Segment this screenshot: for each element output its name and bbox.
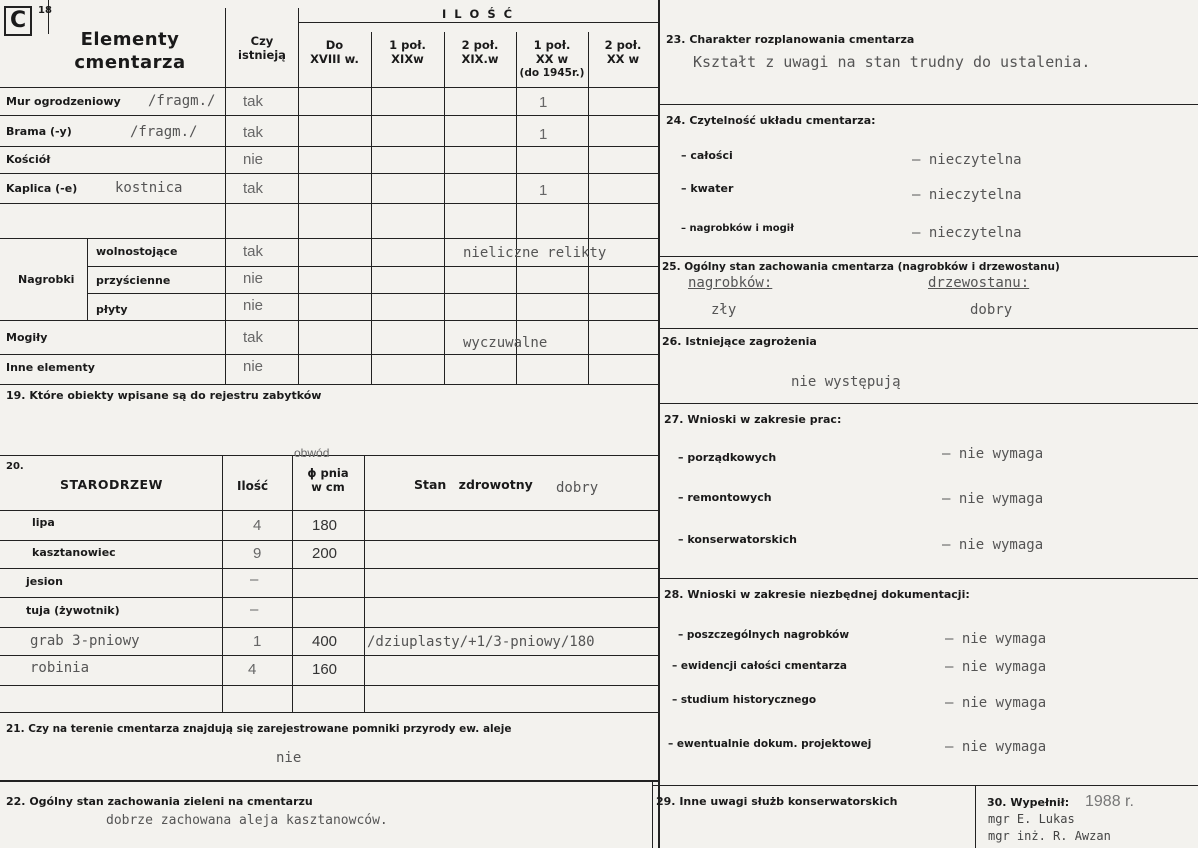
nagrobki-row-exists: nie — [243, 297, 264, 314]
q28-label: 28. Wnioski w zakresie niezbędnej dokumentacji: — [664, 588, 970, 601]
tree-diam: 180 — [312, 517, 338, 534]
nagrobki-note: nieliczne relikty — [463, 245, 607, 261]
grid-line — [364, 455, 365, 712]
q25-label: 25. Ogólny stan zachowania cmentarza (nagrobków i drzewostanu) — [662, 261, 1060, 273]
q28-item-value: – nie wymaga — [945, 739, 1047, 755]
q23-answer: Kształt z uwagi na stan trudny do ustalenia. — [693, 53, 1091, 71]
q28-item-label: – poszczególnych nagrobków — [678, 629, 850, 641]
q23-label: 23. Charakter rozplanowania cmentarza — [666, 33, 915, 46]
tree-name: grab 3-pniowy — [30, 633, 140, 649]
period-line: XX w — [535, 52, 569, 67]
row-label-wall: Mur ogrodzeniowy — [6, 95, 121, 108]
grid-line — [658, 578, 1198, 579]
q20-col-diam-line: w cm — [311, 480, 345, 495]
grid-line — [0, 712, 658, 713]
q28-item-label: – ewentualnie dokum. projektowej — [668, 738, 872, 750]
q27-label: 27. Wnioski w zakresie prac: — [664, 413, 842, 426]
form-number: 18 — [38, 5, 52, 16]
q28-item-value: – nie wymaga — [945, 631, 1047, 647]
row-count-gate: 1 — [539, 126, 548, 143]
grid-line — [0, 510, 658, 511]
col-header-period — [588, 38, 658, 67]
period-line: 1 poł. — [389, 38, 426, 52]
row-note-wall: /fragm./ — [148, 93, 216, 109]
q25-col1: nagrobków: — [688, 275, 773, 291]
tree-diam: 200 — [312, 545, 338, 562]
grid-line — [0, 655, 658, 656]
q25-col2: drzewostanu: — [928, 275, 1030, 291]
tree-name: robinia — [30, 660, 90, 676]
q26-label: 26. Istniejące zagrożenia — [662, 335, 817, 348]
col-header-period — [371, 38, 444, 67]
tree-name: jesion — [26, 575, 63, 588]
q28-item-label: – studium historycznego — [672, 694, 817, 706]
nagrobki-row-label: przyścienne — [96, 274, 171, 287]
row-exists-chapel: tak — [243, 180, 264, 197]
inne-label: Inne elementy — [6, 361, 95, 374]
col-header-period — [444, 38, 516, 67]
mogily-label: Mogiły — [6, 331, 48, 344]
row-label-church: Kościół — [6, 153, 51, 166]
grid-line — [652, 785, 1198, 786]
q22-label: 22. Ogólny stan zachowania zieleni na cmentarzu — [6, 795, 313, 808]
row-exists-church: nie — [243, 151, 264, 168]
period-line: XIX.w — [461, 52, 499, 67]
q30-label: 30. Wypełnił: — [987, 796, 1070, 809]
q20-col-qty: Ilość — [237, 479, 269, 493]
q24-item-label: – całości — [681, 149, 733, 162]
period-line: XIXw — [391, 52, 424, 67]
grid-line — [222, 455, 223, 712]
nagrobki-row-exists: nie — [243, 270, 264, 287]
q21-answer: nie — [276, 750, 302, 766]
column-divider-secondary — [652, 780, 653, 848]
grid-line — [0, 115, 658, 116]
row-label-gate: Brama (-y) — [6, 125, 72, 138]
tree-name: kasztanowiec — [32, 546, 116, 559]
tree-name: tuja (żywotnik) — [26, 604, 120, 617]
q20-col-diam-note: obwód — [294, 446, 330, 460]
grid-line — [0, 238, 658, 239]
period-line: 2 poł. — [461, 38, 499, 52]
q21-label: 21. Czy na terenie cmentarza znajdują się zarejestrowane pomniki przyrody ew. aleje — [6, 723, 512, 735]
grid-line — [371, 32, 372, 385]
row-note-chapel: kostnica — [115, 180, 183, 196]
mogily-exists: tak — [243, 329, 264, 346]
grid-line — [0, 203, 658, 204]
grid-line — [0, 354, 658, 355]
q24-item-label: – kwater — [681, 182, 734, 195]
q30-name: mgr inż. R. Awzan — [988, 829, 1111, 843]
col-header-exists — [226, 34, 298, 63]
mogily-note: wyczuwalne — [463, 335, 548, 351]
grid-line — [658, 328, 1198, 329]
q24-label: 24. Czytelność układu cmentarza: — [666, 114, 876, 127]
grid-line — [658, 403, 1198, 404]
row-label-chapel: Kaplica (-e) — [6, 182, 78, 195]
q24-item-label: – nagrobków i mogił — [681, 223, 794, 234]
col-header-period — [516, 38, 588, 80]
row-count-chapel: 1 — [539, 182, 548, 199]
tree-qty: 1 — [253, 633, 262, 650]
inne-exists: nie — [243, 358, 264, 375]
nagrobki-row-label: płyty — [96, 303, 128, 316]
col-header-exists-line: istnieją — [238, 48, 286, 63]
tree-qty: 4 — [248, 661, 257, 678]
q25-val2: dobry — [970, 302, 1013, 318]
period-line: XX w — [606, 52, 640, 67]
grid-line — [0, 780, 658, 782]
grid-line — [0, 627, 658, 628]
q19-label: 19. Które obiekty wpisane są do rejestru zabytków — [6, 389, 322, 402]
q24-item-value: – nieczytelna — [912, 152, 1022, 168]
tree-diam: 160 — [312, 661, 338, 678]
period-line: XVIII w. — [310, 52, 359, 67]
grid-line — [0, 173, 658, 174]
tree-diam: 400 — [312, 633, 338, 650]
period-line: Do — [325, 38, 344, 52]
col-header-period — [298, 38, 371, 67]
grid-line — [975, 785, 976, 848]
q20-col-diam — [292, 466, 364, 495]
grid-line — [87, 266, 658, 267]
grid-line — [658, 256, 1198, 257]
qty-title: I L O Ś Ć — [441, 7, 515, 21]
q26-answer: nie występują — [791, 374, 901, 390]
q27-item-label: – porządkowych — [678, 451, 777, 464]
grid-line — [87, 238, 88, 320]
tree-name: lipa — [32, 516, 55, 529]
grid-line — [0, 320, 658, 321]
tree-qty: 9 — [253, 545, 262, 562]
q24-item-value: – nieczytelna — [912, 187, 1022, 203]
tree-note: /dziuplasty/+1/3-pniowy/180 — [367, 634, 595, 650]
grid-line — [0, 685, 658, 686]
grid-line — [0, 597, 658, 598]
form-title — [40, 28, 220, 75]
grid-line — [516, 32, 517, 385]
row-exists-wall: tak — [243, 93, 264, 110]
grid-line — [658, 104, 1198, 105]
q30-year: 1988 r. — [1085, 793, 1134, 810]
q24-item-value: – nieczytelna — [912, 225, 1022, 241]
period-line: (do 1945r.) — [519, 66, 585, 79]
grid-line — [444, 32, 445, 385]
grid-line — [298, 22, 658, 23]
q27-item-value: – nie wymaga — [942, 537, 1044, 553]
nagrobki-label: Nagrobki — [18, 273, 75, 286]
q22-answer: dobrze zachowana aleja kasztanowców. — [106, 813, 388, 828]
q20-col-tree: STARODRZEW — [60, 477, 163, 492]
period-line: 1 poł. — [533, 38, 571, 52]
tree-qty: – — [250, 601, 259, 618]
tree-qty: 4 — [253, 517, 262, 534]
grid-line — [588, 32, 589, 385]
q28-item-value: – nie wymaga — [945, 695, 1047, 711]
q27-item-label: – remontowych — [678, 491, 772, 504]
q28-item-value: – nie wymaga — [945, 659, 1047, 675]
grid-line — [87, 293, 658, 294]
q20-number: 20. — [6, 461, 24, 472]
row-note-gate: /fragm./ — [130, 124, 198, 140]
q27-item-value: – nie wymaga — [942, 446, 1044, 462]
q20-col-state: Stan zdrowotny — [414, 477, 533, 492]
q28-item-label: – ewidencji całości cmentarza — [672, 660, 847, 672]
nagrobki-row-label: wolnostojące — [96, 245, 178, 258]
q20-col-diam-line: ϕ pnia — [307, 466, 349, 480]
q27-item-label: – konserwatorskich — [678, 533, 797, 546]
q29-label: 29. Inne uwagi służb konserwatorskich — [656, 795, 898, 808]
grid-line — [0, 146, 658, 147]
title-line-1: Elementy — [80, 29, 180, 50]
q27-item-value: – nie wymaga — [942, 491, 1044, 507]
title-line-2: cmentarza — [74, 52, 186, 74]
grid-line — [0, 540, 658, 541]
form-letter-badge: C — [4, 6, 32, 36]
period-line: 2 poł. — [604, 38, 642, 52]
tree-qty: – — [250, 571, 259, 588]
grid-line — [0, 87, 658, 88]
col-header-exists-line: Czy — [250, 34, 274, 48]
q20-state-value: dobry — [556, 480, 599, 496]
grid-line — [225, 8, 226, 385]
column-divider — [658, 0, 660, 848]
q30-name: mgr E. Lukas — [988, 812, 1075, 826]
grid-line — [0, 384, 658, 385]
q25-val1: zły — [711, 302, 737, 318]
nagrobki-row-exists: tak — [243, 243, 264, 260]
row-exists-gate: tak — [243, 124, 264, 141]
row-count-wall: 1 — [539, 94, 548, 111]
grid-line — [0, 568, 658, 569]
